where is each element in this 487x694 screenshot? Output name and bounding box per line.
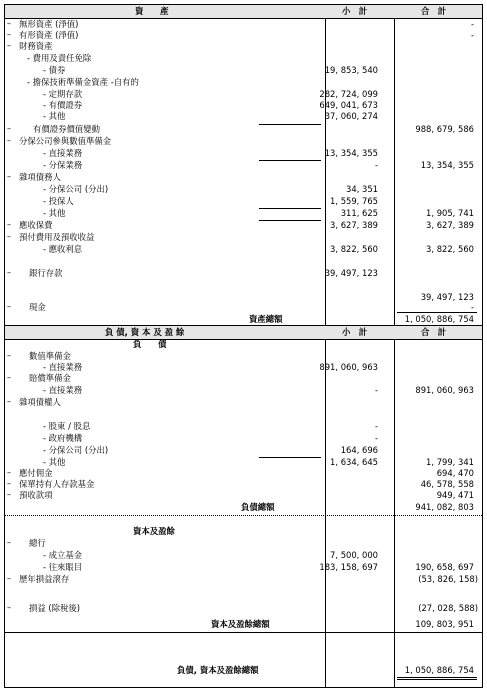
asset-label: 無形資產 (淨值) [19,19,79,29]
asset-label: - 應收利息 [43,244,83,254]
liabilities-header-total: 合 計 [421,327,447,337]
grand-total-label: 負債, 資本及盈餘總額 [177,665,259,675]
liability-total: 949, 471 [436,490,474,500]
asset-label: - 其他 [43,111,66,121]
asset-total: - [470,19,474,29]
liability-subtotal: - [374,421,378,431]
asset-label: - 擔保技術準備金資產 -自有的 [27,77,139,87]
asset-label: - 有價證券 [43,100,83,110]
asset-label: - 投保人 [43,196,74,206]
asset-subtotal: 13, 354, 355 [324,148,378,158]
liability-subtotal: 891, 060, 963 [319,362,378,372]
liability-subtotal: 1, 634, 645 [330,457,378,467]
column-divider [394,5,395,687]
liabilities-grand-total: 941, 082, 803 [415,502,474,512]
capital-total: (27, 028, 588) [418,603,478,613]
liability-label: 預收款項 [19,490,53,500]
assets-total-label: 資產總額 [249,314,283,324]
liability-label: - 直接業務 [43,362,83,372]
asset-subtotal: 34, 351 [346,184,378,194]
asset-label: - 分保公司 (分出) [43,184,109,194]
assets-header-total: 合 計 [421,6,447,16]
asset-label: 有價證券價值變動 [33,124,100,134]
asset-label: - 分保業務 [43,160,83,170]
asset-label: - 其他 [43,208,66,218]
asset-subtotal: 3, 627, 389 [330,220,378,230]
capital-label: - 往來賬目 [43,562,83,572]
asset-total: 3, 627, 389 [426,220,474,230]
liabilities-header [5,326,482,339]
liabilities-total-label: 負債總額 [241,502,275,512]
asset-subtotal: 311, 625 [340,208,378,218]
liability-label: 賠償準備金 [29,373,71,383]
assets-header [5,5,482,18]
asset-label: 雜項債務人 [19,172,61,182]
capital-label: 損益 (除稅後) [29,603,81,613]
asset-label: 有形資產 (淨值) [19,30,79,40]
asset-label: - 直接業務 [43,148,83,158]
capital-label: - 成立基金 [43,550,83,560]
liability-label: - 直接業務 [43,385,83,395]
asset-label: 財務資產 [19,41,53,51]
capital-label: 歷年損益滾存 [19,574,70,584]
liability-label: - 其他 [43,457,66,467]
asset-total: 3, 822, 560 [426,244,474,254]
liability-total: 694, 470 [436,468,474,478]
asset-label: - 費用及責任免除 [27,53,92,63]
asset-total: 39, 497, 123 [420,292,474,302]
liability-label: 雜項債權人 [19,397,61,407]
grand-total: 1, 050, 886, 754 [404,665,474,675]
asset-subtotal: 649, 041, 673 [319,100,378,110]
liability-subtotal: - [374,385,378,395]
asset-total: 1, 905, 741 [426,208,474,218]
asset-label: 預付費用及預收收益 [19,232,95,242]
liability-total: 1, 799, 341 [426,457,474,467]
capital-subtotal: 183, 158, 697 [319,562,378,572]
asset-subtotal: 3, 822, 560 [330,244,378,254]
liability-label: 保單持有人存款基金 [19,479,95,489]
assets-header-title: 資 產 [135,6,169,16]
liability-subtotal: 164, 696 [340,445,378,455]
capital-label: 總行 [29,538,46,548]
liabilities-header-title: 負 債, 資 本 及 盈 餘 [105,327,185,337]
asset-label: - 定期存款 [43,89,83,99]
asset-subtotal: 1, 559, 765 [330,196,378,206]
asset-total: - [470,30,474,40]
asset-subtotal: - [374,160,378,170]
liability-total: 46, 578, 558 [420,479,474,489]
liability-label: - 分保公司 (分出) [43,445,109,455]
asset-label: 分保公司參與數值準備金 [19,136,112,146]
asset-total: 988, 679, 586 [415,124,474,134]
asset-subtotal: 37, 060, 274 [324,111,378,121]
capital-total: (53, 826, 158) [418,574,478,584]
assets-grand-total: 1, 050, 886, 754 [404,314,474,324]
liability-total: 891, 060, 963 [415,385,474,395]
capital-total: 190, 658, 697 [415,562,474,572]
asset-label: 現金 [29,302,46,312]
asset-label: 銀行存款 [29,268,63,278]
asset-label: 應收保費 [19,220,53,230]
asset-total: - [470,302,474,312]
liability-subtotal: - [374,433,378,443]
asset-subtotal: 19, 853, 540 [324,65,378,75]
capital-section-title: 資本及盈餘 [133,526,175,536]
liability-label: - 政府機構 [43,433,83,443]
asset-total: 13, 354, 355 [420,160,474,170]
capital-grand-total: 109, 803, 951 [415,619,474,629]
liabilities-header-subtotal: 小 計 [342,327,368,337]
capital-subtotal: 7, 500, 000 [330,550,378,560]
liabilities-section-title: 負 債 [133,339,167,349]
liability-label: 應付佣金 [19,468,53,478]
asset-subtotal: 39, 497, 123 [324,268,378,278]
liability-label: - 股東 / 股息 [43,421,91,431]
asset-subtotal: 282, 724, 099 [319,89,378,99]
liability-label: 數值準備金 [29,351,71,361]
asset-label: - 債券 [43,65,66,75]
assets-header-subtotal: 小 計 [342,6,368,16]
balance-sheet-table: 資 產 小 計 合 計 – 無形資產 (淨值) - – 有形資產 (淨值) - – 財務資產 - 費用及責任免除 - 債券 19, 853, 540 - 擔保技術準備金資產 -自有的 - 定期存款 282, 724, 099 - 有價證券 649, 041, 673 - 其他 37, 060, 274 – 有價證券價值變動 988, 679, 586 – 分保公司參與數值準備金 - 直接業務 13, 354, 355 - 分保業務 - 13, 354, 355 – 雜項債務人 - 分保公司 (分出) 34, 351 - 投保人 1, 559, 765 - 其他 311, 625 1, 905, 741 – 應收保費 3, 627, 389 3, 627, 389 – 預付費用及預收收益 - 應收利息 3, 822, 560 3, 822, 560 – 銀行存款 39, 497, 123 39, 497, 123 – 現金 - 資產總額 1, 050, 886, 754 負 債, 資 本 及 盈 餘 小 計 合 計 負 債 – 數值準備金 - 直接業務 891, 060, 963 – 賠償準備金 - 直接業務 - 891, 060, 963 – 雜項債權人 - 股東 / 股息 - - 政府機構 - - 分保公司 (分出) 164, 696 - 其他 1, 634, 645 1, 799, 341 – 應付佣金 694, 470 – 保單持有人存款基金 46, 578, 558 – 預收款項 949, 471 負債總額 941, 082, 803 資本及盈餘 – 總行 - 成立基金 7, 500, 000 - 往來賬目 183, 158, 697 190, 658, 697 – 歷年損益滾存 (53, 826, 158) – 損益 (除稅後) (27, 028, 588) 資本及盈餘總額 109, 803, 951 負債, 資本及盈餘總額 1, 050, 886, 754 [4,4,483,688]
capital-total-label: 資本及盈餘總額 [211,619,270,629]
